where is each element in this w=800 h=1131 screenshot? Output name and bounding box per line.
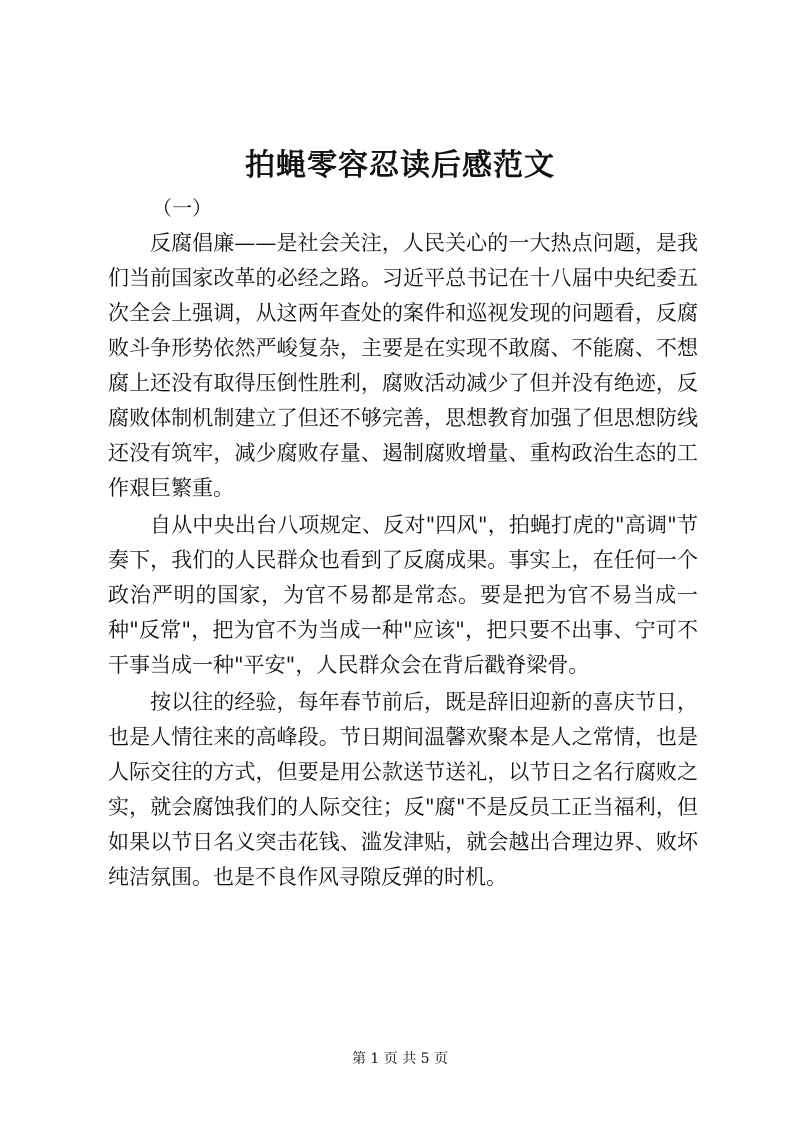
page-footer: 第 1 页 共 5 页 (351, 1051, 449, 1067)
paragraph: 自从中央出台八项规定、反对"四风"，拍蝇打虎的"高调"节奏下，我们的人民群众也看到了反腐成果。事实上，在任何一个政治严明的国家，为官不易都是常态。要是把为官不易当成一种"反常"，把为官不为当成一种"应该"，把只要不出事、宁可不干事当成一种"平安"，人民群众会在背后戳脊梁骨。 (108, 513, 698, 677)
paragraph: 反腐倡廉——是社会关注，人民关心的一大热点问题，是我们当前国家改革的必经之路。习近平总书记在十八届中央纪委五次全会上强调，从这两年查处的案件和巡视发现的问题看，反腐败斗争形势依然严峻复杂，主要是在实现不敢腐、不能腐、不想腐上还没有取得压倒性胜利，腐败活动减少了但并没有绝迹，反腐败体制机制建立了但还不够完善，思想教育加强了但思想防线还没有筑牢，减少腐败存量、遏制腐败增量、重构政治生态的工作艰巨繁重。 (108, 231, 698, 500)
paragraph: 按以往的经验，每年春节前后，既是辞旧迎新的喜庆节日，也是人情往来的高峰段。节日期间温馨欢聚本是人之常情，也是人际交往的方式，但要是用公款送节送礼，以节日之名行腐败之实，就会腐蚀我们的人际交往；反"腐"不是反员工正当福利，但如果以节日名义突击花钱、滥发津贴，就会越出合理边界、败坏纯洁氛围。也是不良作风寻隙反弹的时机。 (108, 690, 698, 889)
document-body (108, 226, 698, 895)
document-title: 拍蝇零容忍读后感范文 (245, 148, 555, 183)
section-label: （一） (152, 196, 212, 220)
